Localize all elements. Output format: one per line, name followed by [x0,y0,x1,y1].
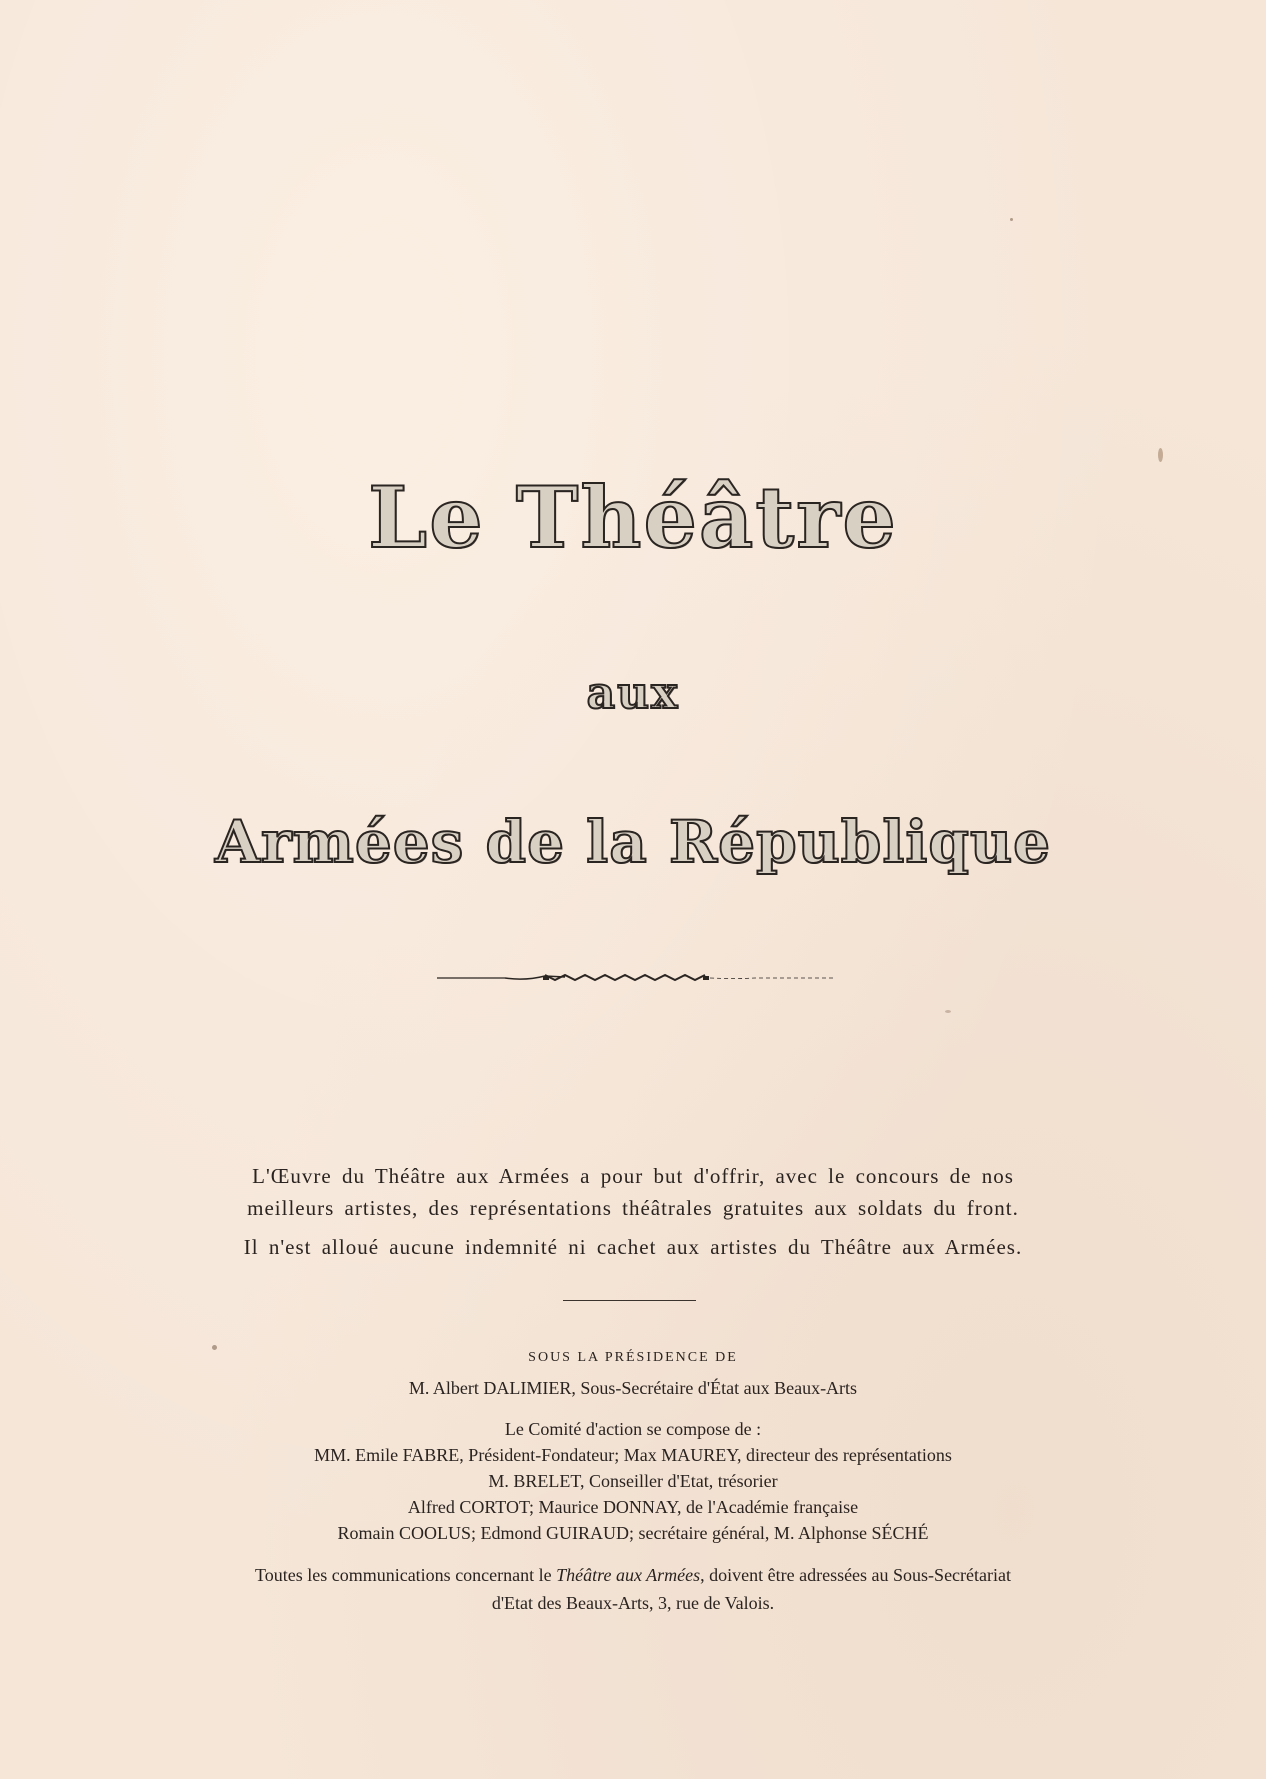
contact-line-1-italic: Théâtre aux Armées [556,1565,701,1585]
comite-line-4: Romain COOLUS; Edmond GUIRAUD; secrétaire général, M. Alphonse SÉCHÉ [337,1523,929,1543]
separator-rule [563,1300,696,1301]
contact-line-2: d'Etat des Beaux-Arts, 3, rue de Valois. [491,1593,775,1613]
intro-line-1: L'Œuvre du Théâtre aux Armées a pour but d'offrir, avec le concours de nos [252,1164,1014,1188]
president-line: M. Albert DALIMIER, Sous-Secrétaire d'État aux Beaux-Arts [408,1378,858,1398]
paper-speck [1010,218,1013,221]
paper-speck [212,1345,217,1350]
intro-line-2: meilleurs artistes, des représentations théâtrales gratuites aux soldats du front. [247,1196,1019,1220]
contact-line-1 [0,1565,1266,1586]
paper-speck [1158,448,1163,462]
contact-line-1-before: Toutes les communications concernant le [254,1565,557,1585]
title-line-2: aux [586,668,680,719]
comite-line-3: Alfred CORTOT; Maurice DONNAY, de l'Académie française [407,1497,859,1517]
contact-line-1-after: , doivent être adressées au Sous-Secrétariat [700,1565,1012,1585]
title-line-3: Armées de la République [214,808,1052,876]
ornament-divider [435,968,835,988]
comite-intro: Le Comité d'action se compose de : [504,1419,762,1439]
comite-line-1: MM. Emile FABRE, Président-Fondateur; Max MAUREY, directeur des représentations [314,1445,952,1465]
intro-line-3: Il n'est alloué aucune indemnité ni cachet aux artistes du Théâtre aux Armées. [243,1235,1023,1259]
paper-speck [945,1010,951,1013]
comite-line-2: M. BRELET, Conseiller d'Etat, trésorier [488,1471,778,1491]
title-line-1: Le Théâtre [368,468,898,567]
presidence-heading: SOUS LA PRÉSIDENCE DE [528,1350,738,1365]
